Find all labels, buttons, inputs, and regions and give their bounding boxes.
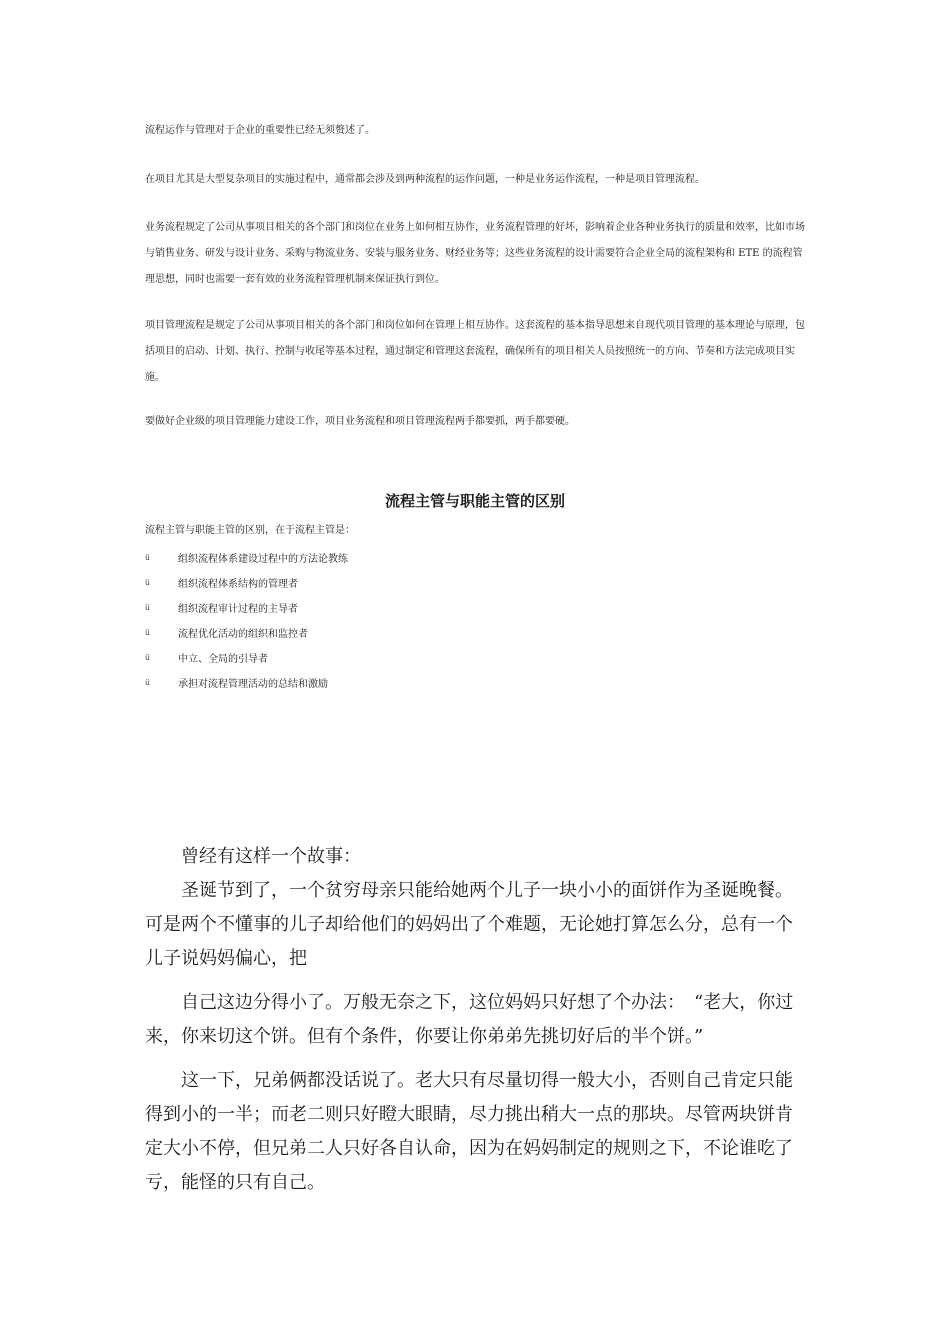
list-item-text: 承担对流程管理活动的总结和激励 (178, 679, 328, 690)
paragraph-two-processes: 在项目尤其是大型复杂项目的实施过程中，通常都会涉及到两种流程的运作问题，一种是业务运作流程，一种是项目管理流程。 (145, 174, 705, 185)
paragraph-project-management-process: 项目管理流程是规定了公司从事项目相关的各个部门和岗位如何在管理上相互协作。这套流程的基本指导思想来自现代项目管理的基本理论与原理，包括项目的启动、计划、执行、控制与收尾等基本过程，通过制定和管理这套流程，确保所有的项目相关人员按照统一的方向、节奏和方法完成项目实施。 (145, 320, 805, 383)
story-opening: 曾经有这样一个故事： (181, 846, 361, 867)
check-bullet-icon: ü (145, 578, 150, 587)
check-bullet-icon: ü (145, 628, 150, 637)
check-bullet-icon: ü (145, 553, 150, 562)
list-item (145, 595, 348, 620)
story-paragraph: 这一下，兄弟俩都没话说了。老大只有尽量切得一般大小，否则自己肯定只能得到小的一半；而老二则只好瞪大眼睛，尽力挑出稍大一点的那块。尽管两块饼肯定大小不停，但兄弟二人只好各自认命，因为在妈妈制定的规则之下，不论谁吃了亏，能怪的只有自己。 (145, 1070, 793, 1193)
check-bullet-icon: ü (145, 678, 150, 687)
list-item-text: 组织流程体系结构的管理者 (178, 579, 298, 590)
list-item-text: 组织流程审计过程的主导者 (178, 604, 298, 615)
role-list (145, 545, 348, 695)
paragraph-conclusion: 要做好企业级的项目管理能力建设工作，项目业务流程和项目管理流程两手都要抓，两手都要硬。 (145, 416, 575, 427)
story-paragraph: 圣诞节到了，一个贫穷母亲只能给她两个儿子一块小小的面饼作为圣诞晚餐。可是两个不懂事的儿子却给他们的妈妈出了个难题，无论她打算怎么分，总有一个儿子说妈妈偏心，把 (145, 880, 793, 969)
section-intro: 流程主管与职能主管的区别，在于流程主管是： (145, 525, 355, 536)
check-bullet-icon: ü (145, 653, 150, 662)
list-item (145, 670, 348, 695)
list-item-text: 组织流程体系建设过程中的方法论教练 (178, 554, 348, 565)
paragraph-importance: 流程运作与管理对于企业的重要性已经无须赘述了。 (145, 125, 375, 136)
section-heading: 流程主管与职能主管的区别 (384, 492, 565, 510)
paragraph-business-process: 业务流程规定了公司从事项目相关的各个部门和岗位在业务上如何相互协作，业务流程管理的好坏，影响着企业各种业务执行的质量和效率，比如市场与销售业务、研发与设计业务、采购与物流业务、安装与服务业务、财经业务等；这些业务流程的设计需要符合企业全局的流程架构和 ETE 的流程管理思想，同时也需要一套有效的业务流程管理机制来保证执行到位。 (145, 222, 805, 285)
story-paragraph: 自己这边分得小了。万般无奈之下，这位妈妈只好想了个办法： “老大，你过来，你来切这个饼。但有个条件，你要让你弟弟先挑切好后的半个饼。” (145, 992, 794, 1047)
check-bullet-icon: ü (145, 603, 150, 612)
list-item-text: 流程优化活动的组织和监控者 (178, 629, 308, 640)
list-item-text: 中立、全局的引导者 (178, 654, 268, 665)
list-item (145, 620, 348, 645)
list-item (145, 545, 348, 570)
list-item (145, 570, 348, 595)
list-item (145, 645, 348, 670)
